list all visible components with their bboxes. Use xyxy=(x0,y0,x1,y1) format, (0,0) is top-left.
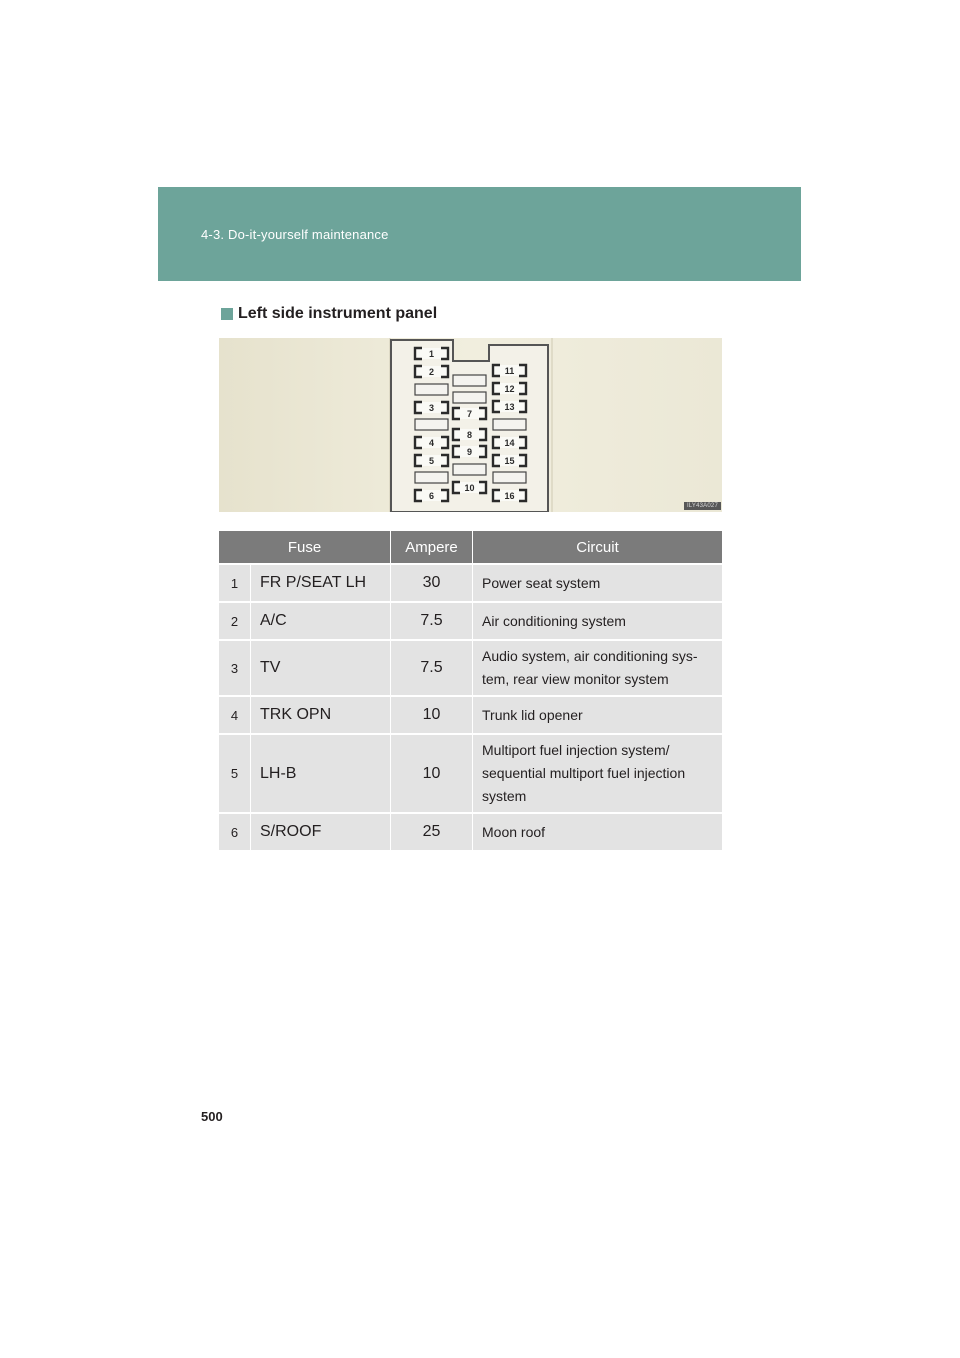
fuse-slot-label: 16 xyxy=(504,491,515,501)
fuse-name: FR P/SEAT LH xyxy=(251,564,391,602)
fuse-slot-label: 11 xyxy=(504,366,515,376)
fuse-circuit: Trunk lid opener xyxy=(473,696,723,734)
fuse-slot-label: 4 xyxy=(428,438,435,448)
fuse-number: 3 xyxy=(219,640,251,696)
header-ampere: Ampere xyxy=(391,531,473,564)
fuse-slot-label: 6 xyxy=(428,491,435,501)
fuse-slot-label: 8 xyxy=(466,430,473,440)
fuse-slot xyxy=(415,455,448,466)
fuse-ampere: 10 xyxy=(391,696,473,734)
header-circuit: Circuit xyxy=(473,531,723,564)
spare-fuse-slot xyxy=(415,384,448,395)
spare-fuse-slot xyxy=(415,419,448,430)
fuse-circuit: Power seat system xyxy=(473,564,723,602)
fuse-slot xyxy=(493,365,526,376)
spare-fuse-slot xyxy=(493,472,526,483)
fuse-ampere: 25 xyxy=(391,813,473,850)
fuse-table xyxy=(219,531,722,850)
fuse-slot-label: 10 xyxy=(464,483,475,493)
fuse-slot xyxy=(493,383,526,394)
fuse-slot xyxy=(415,402,448,413)
section-heading-text: Left side instrument panel xyxy=(238,305,438,322)
fuse-ampere: 7.5 xyxy=(391,640,473,696)
fuse-name: A/C xyxy=(251,602,391,640)
fuse-slot-label: 5 xyxy=(428,456,435,466)
fuse-ampere: 30 xyxy=(391,564,473,602)
fuse-number: 5 xyxy=(219,734,251,813)
spare-fuse-slot xyxy=(453,375,486,386)
fuse-slot-label: 15 xyxy=(504,456,515,466)
fuse-slot xyxy=(415,490,448,501)
fuse-number: 4 xyxy=(219,696,251,734)
fuse-box-diagram xyxy=(219,338,722,512)
table-row xyxy=(219,696,722,734)
fuse-slot xyxy=(415,348,448,359)
fuse-number: 1 xyxy=(219,564,251,602)
fuse-slot-label: 7 xyxy=(466,409,473,419)
table-row xyxy=(219,640,722,696)
table-header-row xyxy=(219,531,722,564)
fuse-ampere: 10 xyxy=(391,734,473,813)
fuse-slot xyxy=(453,408,486,419)
section-title: 4-3. Do-it-yourself maintenance xyxy=(201,227,389,242)
section-heading xyxy=(221,305,437,323)
square-bullet-icon xyxy=(221,308,233,320)
fuse-circuit: Moon roof xyxy=(473,813,723,850)
spare-fuse-slot xyxy=(453,464,486,475)
header-band xyxy=(158,187,801,281)
table-row xyxy=(219,564,722,602)
page-number: 500 xyxy=(201,1109,223,1124)
fuse-slot xyxy=(493,455,526,466)
fuse-circuit: Multiport fuel injection system/ sequential multiport fuel injection system xyxy=(473,734,723,813)
figure-code: ILY43A027 xyxy=(684,502,721,510)
table-row xyxy=(219,602,722,640)
spare-fuse-slot xyxy=(493,419,526,430)
fuse-number: 2 xyxy=(219,602,251,640)
fuse-slot xyxy=(415,366,448,377)
fuse-box-figure xyxy=(219,338,722,512)
fuse-name: TRK OPN xyxy=(251,696,391,734)
fuse-slot-label: 14 xyxy=(504,438,515,448)
fuse-circuit: Audio system, air conditioning sys-tem, rear view monitor system xyxy=(473,640,723,696)
fuse-slot-label: 9 xyxy=(466,447,473,457)
fuse-slot-label: 2 xyxy=(428,367,435,377)
fuse-slot xyxy=(453,482,486,493)
fuse-slot-label: 3 xyxy=(428,403,435,413)
fuse-slot xyxy=(453,446,486,457)
fuse-slot xyxy=(493,490,526,501)
table-row xyxy=(219,734,722,813)
fuse-name: TV xyxy=(251,640,391,696)
fuse-ampere: 7.5 xyxy=(391,602,473,640)
header-fuse: Fuse xyxy=(219,531,391,564)
fuse-slot-label: 12 xyxy=(504,384,515,394)
fuse-name: S/ROOF xyxy=(251,813,391,850)
fuse-circuit: Air conditioning system xyxy=(473,602,723,640)
fuse-slot xyxy=(415,437,448,448)
spare-fuse-slot xyxy=(453,392,486,403)
fuse-slot-label: 13 xyxy=(504,402,515,412)
fuse-slot xyxy=(453,429,486,440)
table-row xyxy=(219,813,722,850)
fuse-name: LH-B xyxy=(251,734,391,813)
spare-fuse-slot xyxy=(415,472,448,483)
fuse-slot xyxy=(493,401,526,412)
fuse-slot xyxy=(493,437,526,448)
fuse-number: 6 xyxy=(219,813,251,850)
fuse-slot-label: 1 xyxy=(428,349,435,359)
